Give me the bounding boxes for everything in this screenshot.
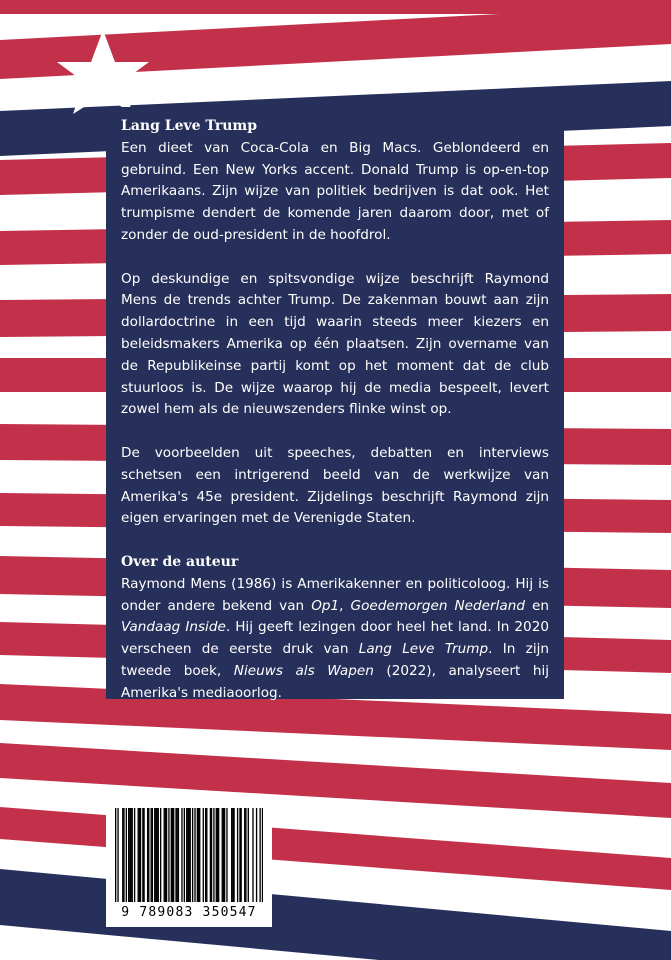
barcode-bar — [130, 808, 131, 902]
barcode-bar — [175, 808, 176, 902]
barcode-bar — [213, 808, 214, 902]
barcode-bar — [132, 808, 133, 902]
barcode-bar — [241, 808, 242, 902]
barcode-bar — [115, 808, 116, 902]
barcode-bar — [158, 808, 159, 902]
barcode-bar — [134, 808, 135, 902]
barcode-bar — [171, 808, 172, 902]
barcode-bar — [123, 808, 124, 902]
flag-stripe — [0, 743, 671, 818]
barcode-bar — [143, 808, 144, 902]
barcode-bar — [231, 808, 232, 902]
blurb-paragraph-1: Een dieet van Coca-Cola en Big Macs. Geblondeerd en gebruind. Een New Yorks accent. Donald Trump is op-en-top Amerikaans. Zijn wijze van politiek bedrijven is dat ook. Het trumpisme dendert de komende jaren daarom door, met of zonder de oud-president in de hoofdrol. — [121, 139, 549, 243]
barcode-bar — [148, 808, 149, 902]
barcode-bar — [166, 808, 167, 902]
barcode-bar — [256, 808, 257, 902]
barcode-bar — [164, 808, 165, 902]
barcode-bar — [222, 808, 223, 902]
show-title-vandaag-inside: Vandaag Inside — [121, 619, 226, 636]
barcode-bar — [216, 808, 217, 902]
barcode-bar — [252, 808, 253, 902]
barcode-bar — [248, 808, 249, 902]
barcode-bar — [232, 808, 233, 902]
show-title-goedemorgen: Goedemorgen Nederland — [350, 597, 525, 614]
barcode-bar — [187, 808, 188, 902]
barcode-bar — [210, 808, 211, 902]
barcode-bar — [188, 808, 189, 902]
barcode-bar — [223, 808, 224, 902]
barcode-bar — [139, 808, 140, 902]
blurb-paragraph-3: De voorbeelden uit speeches, debatten en interviews schetsen een intrigerend beeld van de werkwijze van Amerika's 45e president. Zijdelings beschrijft Raymond zijn eigen ervaringen met de Verenigde Staten. — [121, 444, 549, 527]
barcode-bar — [154, 808, 155, 902]
barcode-bar — [173, 808, 174, 902]
barcode-bar — [126, 808, 127, 902]
barcode-bar — [152, 808, 153, 902]
barcode-bar — [177, 808, 178, 902]
barcode-bars — [115, 808, 263, 904]
flag-stripe — [0, 869, 671, 960]
barcode-bar — [178, 808, 179, 902]
barcode-bar — [218, 808, 219, 902]
barcode-bar — [198, 808, 199, 902]
barcode-bar — [140, 808, 141, 902]
barcode-bar — [117, 808, 118, 902]
barcode-bar — [168, 808, 169, 902]
barcode-bar — [237, 808, 238, 902]
barcode-bar — [160, 808, 161, 902]
barcode-bar — [217, 808, 218, 902]
barcode-bar — [155, 808, 156, 902]
barcode-bar — [165, 808, 166, 902]
barcode-bar — [184, 808, 185, 902]
barcode-bar — [203, 808, 204, 902]
book-title-lang-leve-trump: Lang Leve Trump — [358, 641, 489, 658]
barcode-bar — [128, 808, 129, 902]
author-heading: Over de auteur — [121, 553, 239, 570]
blurb-panel — [106, 107, 564, 699]
barcode-bar — [151, 808, 152, 902]
blurb-paragraph-2: Op deskundige en spitsvondige wijze beschrijft Raymond Mens de trends achter Trump. De zakenman bouwt aan zijn dollardoctrine in een tijd waarin steeds meer kiezers en beleidsmakers Amerika op één plaatsen. Zijn overname van de Republikeinse partij komt op het moment dat de club stuurloos is. De wijze waarop hij de media bespeelt, levert zowel hem als de nieuwszenders flinke winst op. — [121, 270, 549, 418]
barcode-bar — [147, 808, 148, 902]
barcode-bar — [129, 808, 130, 902]
barcode-bar — [245, 808, 246, 902]
barcode-bar — [172, 808, 173, 902]
barcode-bar — [239, 808, 240, 902]
barcode-bar — [205, 808, 206, 902]
barcode-bar — [211, 808, 212, 902]
barcode-bar — [142, 808, 143, 902]
flag-stripe — [0, 807, 671, 890]
barcode-bar — [156, 808, 157, 902]
barcode-bar — [197, 808, 198, 902]
barcode-bar — [190, 808, 191, 902]
barcode-bar — [262, 808, 263, 902]
barcode-bar — [199, 808, 200, 902]
barcode-bar — [226, 808, 227, 902]
barcode-bar — [122, 808, 123, 902]
barcode-bar — [192, 808, 193, 902]
barcode-bar — [194, 808, 195, 902]
barcode-bar — [259, 808, 260, 902]
book-title-nieuws-als-wapen: Nieuws als Wapen — [233, 662, 374, 679]
barcode-bar — [138, 808, 139, 902]
barcode-bar — [206, 808, 207, 902]
barcode-bar — [186, 808, 187, 902]
barcode-bar — [181, 808, 182, 902]
isbn-barcode — [106, 800, 272, 927]
author-bio: Raymond Mens (1986) is Amerikakenner en politicoloog. Hij is onder andere bekend van Op1, Goedemorgen Nederland en Vandaag Inside. Hij geeft lezingen door heel het land. In 2020 verscheen de eerste druk van Lang Leve Trump. In zijn tweede boek, Nieuws als Wapen (2022), analyseert hij Amerika's mediaoorlog. — [121, 575, 550, 701]
show-title-op1: Op1 — [311, 597, 340, 614]
book-title-heading: Lang Leve Trump — [121, 118, 257, 134]
barcode-bar — [224, 808, 225, 902]
barcode-bar — [244, 808, 245, 902]
isbn-number: 9 789083 350547 — [121, 905, 257, 920]
barcode-bar — [233, 808, 234, 902]
